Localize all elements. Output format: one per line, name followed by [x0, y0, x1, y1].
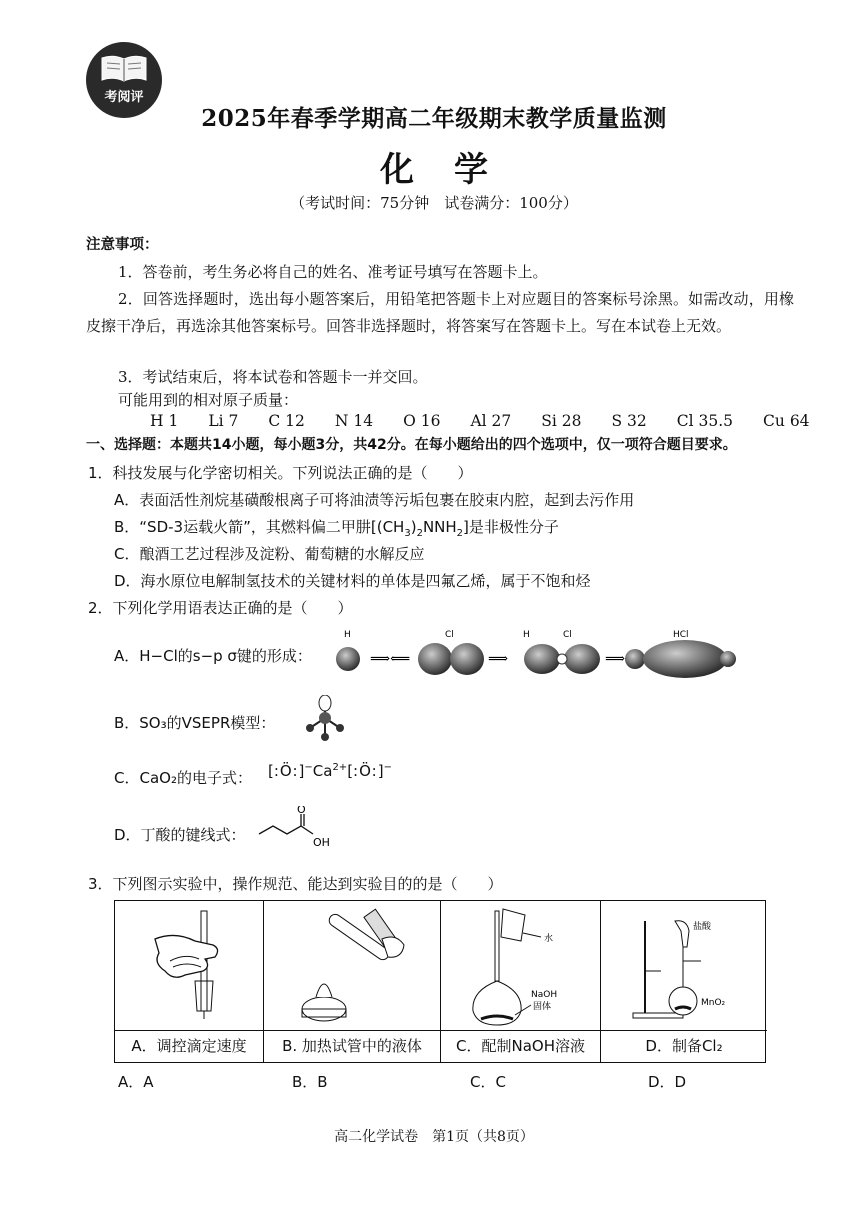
experiment-cell-b [264, 901, 441, 1062]
q1-b-sub: 2 [456, 528, 464, 539]
q2-option-a: A．H−Cl的s−p σ键的形成： [114, 647, 312, 665]
s-orbital [625, 649, 645, 669]
notice-item-1: 1．答卷前，考生务必将自己的姓名、准考证号填写在答题卡上。 [118, 263, 548, 281]
orbital-label: Cl [563, 630, 572, 640]
s-orbital [336, 647, 360, 671]
p-orbital-lobe [720, 651, 736, 667]
q1-b-text: ) [410, 518, 417, 536]
book-icon [100, 54, 148, 82]
mno2-label: MnO₂ [701, 998, 726, 1008]
solid-label: 固体 [533, 1002, 552, 1012]
experiment-cell-c [441, 901, 601, 1062]
naoh-label: NaOH [531, 990, 558, 1000]
mass-item: O 16 [403, 412, 441, 430]
q2-option-c: C．CaO₂的电子式： [114, 769, 252, 787]
experiment-table [114, 900, 766, 1063]
mass-item: Li 7 [208, 412, 239, 430]
page-footer: 高二化学试卷 第1页（共8页） [334, 1129, 534, 1145]
p-orbital-lobe [418, 643, 452, 675]
q2-option-d: D．丁酸的键线式： [114, 826, 246, 844]
s-orbital [557, 654, 567, 664]
q1-stem: 1．科技发展与化学密切相关。下列说法正确的是（ ） [88, 464, 473, 482]
subject-title: 化学 [380, 150, 528, 190]
p-orbital-lobe [524, 644, 560, 674]
caption-b: B. 加热试管中的液体 [264, 1030, 440, 1062]
q3-answer-d: D．D [648, 1073, 687, 1091]
q1-b-text: B．“SD-3运载火箭”，其燃料偏二甲肼[(CH [114, 518, 405, 536]
mass-item: S 32 [611, 412, 647, 430]
notice-item-3: 3．考试结束后，将本试卷和答题卡一并交回。 [118, 368, 428, 386]
arrow-icon: ⟹ [605, 651, 626, 667]
q3-answer-b: B．B [292, 1073, 328, 1091]
caption-a: A．调控滴定速度 [115, 1030, 263, 1062]
mass-item: Cl 35.5 [676, 412, 734, 430]
orbital-label: HCl [673, 630, 689, 640]
experiment-cell-d [601, 901, 767, 1062]
caption-d: D．制备Cl₂ [601, 1030, 767, 1062]
q1-b-text: NNH [422, 518, 457, 536]
cation-symbol: Ca [312, 762, 333, 780]
sigma-bond-orbital [643, 640, 727, 678]
chlorine-prep-illustration [601, 901, 767, 1031]
atomic-mass-heading: 可能用到的相对原子质量： [118, 391, 299, 409]
q3-stem: 3．下列图示实验中，操作规范、能达到实验目的的是（ ） [88, 875, 503, 893]
orbital-overlap-diagram [330, 625, 740, 685]
titration-illustration [115, 901, 264, 1031]
electron-formula: $[:Ö:]^-Ca^{2+}[:Ö:]^-$ [268, 762, 392, 780]
mass-item: Cu 64 [763, 412, 810, 430]
mass-item: Al 27 [470, 412, 512, 430]
notice-heading: 注意事项： [86, 237, 159, 253]
orbital-label: H [344, 630, 351, 640]
q3-answer-a: A．A [118, 1073, 154, 1091]
hcl-label: 盐酸 [693, 922, 712, 932]
logo-text: 考阅评 [104, 90, 144, 105]
arrow-icon: ⟹ [488, 651, 509, 667]
solution-prep-illustration [441, 901, 601, 1031]
oxygen-label: O [297, 806, 306, 816]
vsepr-model-diagram [300, 695, 360, 745]
q1-b-sub: 3 [404, 528, 411, 539]
orbital-label: H [523, 630, 530, 640]
experiment-cell-a [115, 901, 264, 1062]
section-heading: 一、选择题：本题共14小题，每小题3分，共42分。在每小题给出的四个选项中，仅一项符合题目要求。 [86, 437, 737, 453]
q1-option-d: D．海水原位电解制氢技术的关键材料的单体是四氟乙烯，属于不饱和烃 [114, 572, 591, 590]
q2-stem: 2．下列化学用语表达正确的是（ ） [88, 599, 353, 617]
mass-item: C 12 [268, 412, 305, 430]
notice-item-2: 2．回答选择题时，选出每小题答案后，用铅笔把答题卡上对应题目的答案标号涂黑。如需改动，用橡皮擦干净后，再选涂其他答案标号。回答非选择题时，将答案写在答题卡上。写在本试卷上无效。 [86, 290, 794, 335]
caption-c: C．配制NaOH溶液 [441, 1030, 600, 1062]
atomic-mass-list [150, 408, 840, 434]
q1-b-sub: 2 [416, 528, 423, 539]
cation-charge: 2+ [332, 762, 348, 773]
q1-b-text: ]是非极性分子 [463, 518, 559, 536]
heating-tube-illustration [264, 901, 441, 1031]
mass-item: N 14 [334, 412, 374, 430]
q3-answer-c: C．C [470, 1073, 506, 1091]
q2-option-b: B．SO₃的VSEPR模型： [114, 714, 276, 732]
p-orbital-lobe [564, 644, 600, 674]
water-label: 水 [544, 934, 554, 944]
q1-option-a: A．表面活性剂烷基磺酸根离子可将油渍等污垢包裹在胶束内腔，起到去污作用 [114, 491, 635, 509]
arrow-icon: ⟹⟸ [370, 651, 411, 667]
q1-option-c: C．酿酒工艺过程涉及淀粉、葡萄糖的水解反应 [114, 545, 425, 563]
mass-item: H 1 [150, 412, 179, 430]
exam-title: 2025年春季学期高二年级期末教学质量监测 [201, 105, 667, 132]
p-orbital-lobe [450, 643, 484, 675]
hydroxyl-label: OH [313, 836, 330, 849]
mass-item: Si 28 [541, 412, 582, 430]
exam-info: （考试时间：75分钟 试卷满分：100分） [290, 194, 578, 212]
orbital-label: Cl [445, 630, 454, 640]
butanoic-acid-skeletal-formula [255, 806, 340, 856]
